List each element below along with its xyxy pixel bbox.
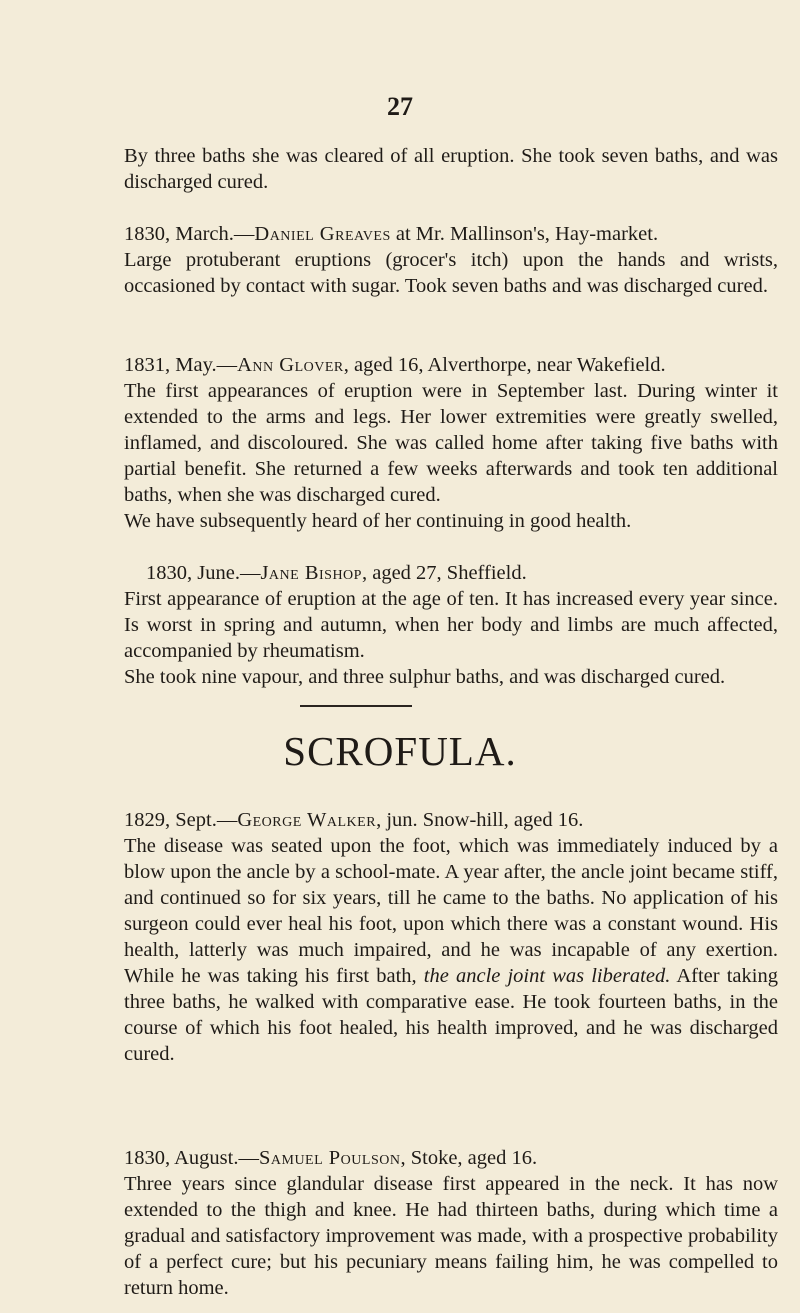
entry-date: 1831, May.— bbox=[124, 354, 238, 376]
patient-name: Samuel Poulson bbox=[258, 1147, 401, 1169]
entry-heading bbox=[106, 1145, 778, 1171]
entry-heading bbox=[106, 807, 778, 833]
patient-name: Jane Bishop bbox=[260, 562, 362, 584]
entry-heading bbox=[106, 352, 778, 378]
entry-detail: , jun. Snow-hill, aged 16. bbox=[376, 809, 584, 831]
entry-note: We have subsequently heard of her continuing in good health. bbox=[124, 510, 632, 532]
patient-name: George Walker bbox=[237, 809, 377, 831]
entry-greaves bbox=[106, 221, 778, 299]
entry-heading bbox=[106, 221, 778, 247]
entry-body: Large protuberant eruptions (grocer's itch) upon the hands and wrists, occasioned by contact with sugar. Took seven baths and was discharged cured. bbox=[124, 249, 778, 297]
continuation-text: By three baths she was cleared of all eruption. She took seven baths, and was discharged cured. bbox=[124, 145, 778, 193]
entry-body: The first appearances of eruption were in September last. During winter it extended to the arms and legs. Her lower extremities were greatly swelled, inflamed, and discoloured. She was called home after taking five baths with partial benefit. She returned a few weeks afterwards and took ten additional baths, when she was discharged cured. bbox=[124, 380, 778, 506]
entry-date: 1830, June.— bbox=[146, 562, 261, 584]
entry-date: 1829, Sept.— bbox=[124, 809, 238, 831]
entry-walker bbox=[106, 807, 778, 1067]
entry-poulson bbox=[106, 1145, 778, 1301]
body-text: The disease was seated upon the foot, which was immediately induced by a blow upon the ancle by a school-mate. A year after, the ancle joint became stiff, and continued so for six years, till he came to the baths. No application of his surgeon could ever heal his foot, upon which there was a constant wound. His health, latterly was much impaired, and he was incapable of any exertion. While he was taking his first bath, bbox=[124, 835, 778, 987]
entry-bishop bbox=[106, 560, 778, 690]
entry-glover bbox=[106, 352, 778, 534]
entry-continuation bbox=[106, 143, 778, 195]
entry-heading bbox=[106, 560, 778, 586]
body-text: After taking three baths, he walked with comparative ease. He took fourteen baths, in the course of which his foot healed, his health improved, and he was discharged cured. bbox=[124, 965, 778, 1065]
section-heading: SCROFULA. bbox=[283, 728, 517, 774]
entry-date: 1830, March.— bbox=[124, 223, 255, 245]
section-divider bbox=[300, 705, 412, 707]
patient-name: Daniel Greaves bbox=[254, 223, 391, 245]
entry-body: Three years since glandular disease first appeared in the neck. It has now extended to the thigh and knee. He had thirteen baths, during which time a gradual and satisfactory improvement was made, with a prospective probability of a perfect cure; but his pecuniary means failing him, he was compelled to return home. bbox=[124, 1173, 778, 1299]
entry-date: 1830, August.— bbox=[124, 1147, 259, 1169]
entry-detail: at Mr. Mallinson's, Hay-market. bbox=[390, 223, 659, 245]
page-number: 27 bbox=[387, 92, 413, 121]
entry-body: First appearance of eruption at the age of ten. It has increased every year since. Is worst in spring and autumn, when her body and limbs are much affected, accompanied by rheumatism. bbox=[124, 588, 778, 662]
patient-name: Ann Glover bbox=[237, 354, 344, 376]
entry-detail: , aged 16, Alverthorpe, near Wakefield. bbox=[343, 354, 666, 376]
entry-note: She took nine vapour, and three sulphur baths, and was discharged cured. bbox=[124, 666, 726, 688]
entry-body bbox=[106, 833, 778, 1067]
entry-detail: , aged 27, Sheffield. bbox=[361, 562, 527, 584]
entry-detail: , Stoke, aged 16. bbox=[400, 1147, 538, 1169]
italic-phrase: the ancle joint was liberated. bbox=[423, 965, 671, 987]
